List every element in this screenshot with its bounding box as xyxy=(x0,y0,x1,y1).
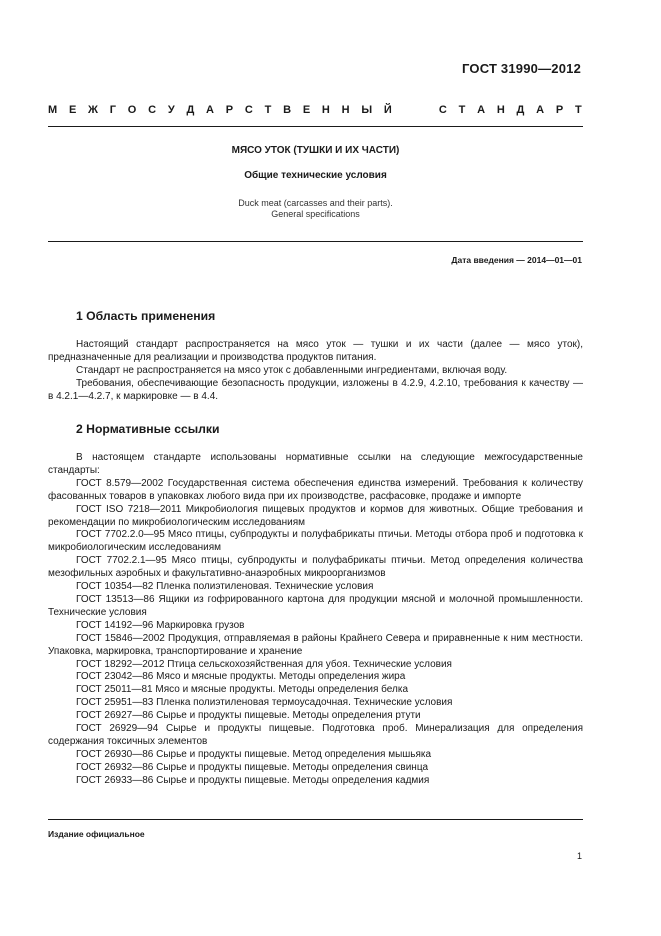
document-title: МЯСО УТОК (ТУШКИ И ИХ ЧАСТИ) xyxy=(231,145,400,156)
document-code: ГОСТ 31990—2012 xyxy=(462,61,581,76)
banner-letter: С xyxy=(244,104,253,116)
standard-banner xyxy=(48,104,582,116)
reference-item: ГОСТ 26930—86 Сырье и продукты пищевые. Метод определения мышьяка xyxy=(76,748,432,760)
banner-letter: Т xyxy=(574,104,582,116)
reference-item: ГОСТ 25011—81 Мясо и мясные продукты. Методы определения белка xyxy=(76,684,409,696)
banner-letter: Г xyxy=(109,104,117,116)
banner-letter: Н xyxy=(496,104,505,116)
reference-item: ГОСТ 26929—94 Сырье и продукты пищевые. Подготовка проб. Минерализация для определения содержания токсичных элементов xyxy=(48,723,583,747)
section-1-heading: 1 Область применения xyxy=(76,309,216,323)
reference-item: ГОСТ ISO 7218—2011 Микробиология пищевых продуктов и кормов для животных. Общие требования и рекомендации по микробиологическим исследованиям xyxy=(48,503,583,528)
reference-item: ГОСТ 10354—82 Пленка полиэтиленовая. Технические условия xyxy=(76,581,374,593)
english-title xyxy=(48,198,583,220)
english-title-line1: Duck meat (carcasses and their parts). xyxy=(238,198,393,208)
banner-letter: В xyxy=(283,104,292,116)
banner-letter: О xyxy=(127,104,137,116)
reference-item: ГОСТ 14192—96 Маркировка грузов xyxy=(76,619,245,631)
reference-item: ГОСТ 7702.2.1—95 Мясо птицы, субпродукты и полуфабрикаты птичьи. Метод определения количества мезофильных аэробных и факультативно-анаэробных микроорганизмов xyxy=(48,555,583,580)
reference-item: ГОСТ 26932—86 Сырье и продукты пищевые. Методы определения свинца xyxy=(76,761,429,773)
banner-letter: Ж xyxy=(88,104,98,116)
page-number: 1 xyxy=(576,851,582,861)
reference-item: ГОСТ 18292—2012 Птица сельскохозяйственная для убоя. Технические условия xyxy=(76,658,452,670)
document-subtitle: Общие технические условия xyxy=(244,170,387,181)
section-2-body xyxy=(48,452,583,788)
official-edition-label: Издание официальное xyxy=(48,829,145,839)
banner-letter: Р xyxy=(225,104,234,116)
banner-letter: С xyxy=(438,104,447,116)
reference-item: ГОСТ 7702.2.0—95 Мясо птицы, субпродукты и полуфабрикаты птичьи. Методы отбора проб и подготовка к микробиологическим исследованиям xyxy=(48,529,583,554)
banner-letter: Д xyxy=(186,104,195,116)
section-1-body xyxy=(48,339,583,404)
banner-letter: У xyxy=(167,104,175,116)
section-2-heading: 2 Нормативные ссылки xyxy=(76,422,220,436)
paragraph: Стандарт не распространяется на мясо уток с добавленными ингредиентами, включая воду. xyxy=(76,364,508,376)
banner-letter: А xyxy=(536,104,545,116)
paragraph: Требования, обеспечивающие безопасность продукции, изложены в 4.2.9, 4.2.10, требования к качеству — в 4.2.1—4.2.7, к маркировке — в 4.4. xyxy=(48,377,583,402)
banner-letter: С xyxy=(148,104,157,116)
footer-rule xyxy=(48,819,583,820)
banner-letter: А xyxy=(477,104,486,116)
reference-item: ГОСТ 13513—86 Ящики из гофрированного картона для продукции мясной и молочной промышленности. Технические условия xyxy=(48,593,583,618)
banner-letter: Д xyxy=(516,104,525,116)
reference-item: ГОСТ 25951—83 Пленка полиэтиленовая термоусадочная. Технические условия xyxy=(76,697,453,709)
paragraph: В настоящем стандарте использованы нормативные ссылки на следующие межгосударственные стандарты: xyxy=(48,452,583,476)
paragraph: Настоящий стандарт распространяется на мясо уток — тушки и их части (далее — мясо уток), предназначенные для реализации и производства продуктов питания. xyxy=(48,339,583,363)
reference-item: ГОСТ 26933—86 Сырье и продукты пищевые. Методы определения кадмия xyxy=(76,774,430,786)
banner-letter: Е xyxy=(68,104,77,116)
title-rule xyxy=(48,241,583,242)
banner-letter: Ы xyxy=(361,104,373,116)
reference-item: ГОСТ 23042—86 Мясо и мясные продукты. Методы определения жира xyxy=(76,671,406,683)
english-title-line2: General specifications xyxy=(271,209,360,219)
banner-letter: Н xyxy=(341,104,350,116)
reference-item: ГОСТ 8.579—2002 Государственная система обеспечения единства измерений. Требования к количеству фасованных товаров в упаковках любого вида при их производстве, расфасовке, продаже и импорте xyxy=(48,477,583,502)
banner-letter: Е xyxy=(302,104,311,116)
reference-item: ГОСТ 26927—86 Сырье и продукты пищевые. Методы определения ртути xyxy=(76,710,421,722)
header-rule xyxy=(48,126,583,127)
banner-letter: Р xyxy=(555,104,564,116)
banner-letter: А xyxy=(206,104,214,116)
introduction-date: Дата введения — 2014—01—01 xyxy=(451,255,582,265)
banner-letter: Т xyxy=(458,104,466,116)
banner-letter: Й xyxy=(383,104,392,116)
banner-letter: Т xyxy=(264,104,272,116)
banner-letter: М xyxy=(48,104,58,116)
reference-item: ГОСТ 15846—2002 Продукция, отправляемая в районы Крайнего Севера и приравненные к ним местности. Упаковка, маркировка, транспортирование и хранение xyxy=(48,632,583,657)
banner-letter: Н xyxy=(321,104,330,116)
